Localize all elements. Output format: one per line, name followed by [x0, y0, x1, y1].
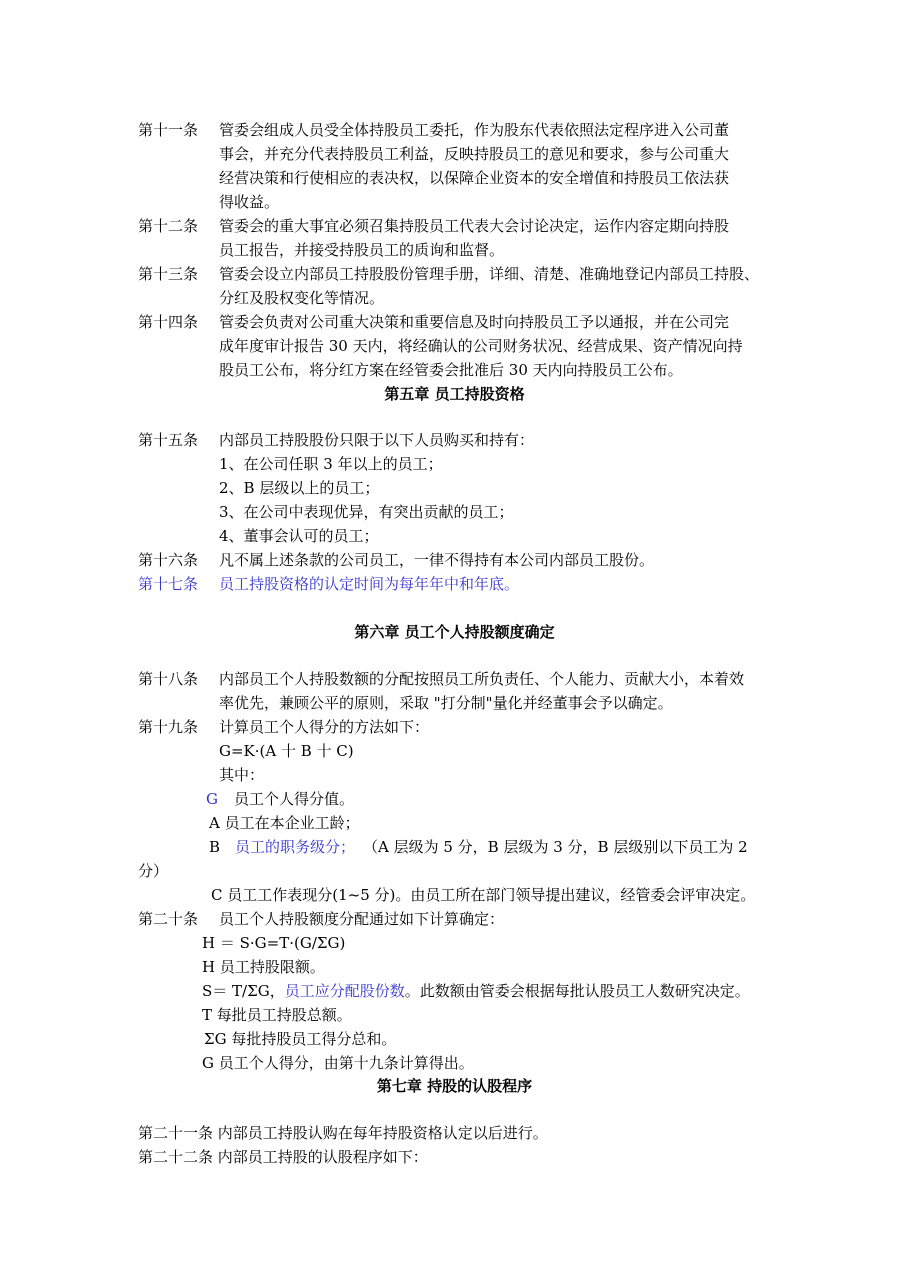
- article-17-number: 第十七条: [138, 575, 199, 593]
- article-20-h-definition: H 员工持股限额。: [202, 958, 325, 976]
- variable-b-job-grade-link[interactable]: 员工的职务级分；: [235, 838, 356, 856]
- article-18-number: 第十八条: [138, 670, 199, 688]
- article-16-number: 第十六条: [138, 551, 199, 569]
- article-19-number: 第十九条: [138, 718, 199, 736]
- variable-b-symbol: B: [209, 838, 221, 856]
- article-12-line-2: 员工报告，并接受持股员工的质询和监督。: [219, 241, 505, 259]
- article-13-number: 第十三条: [138, 265, 199, 283]
- article-15-item-4: 4、董事会认可的员工；: [219, 527, 379, 545]
- variable-g-description: 员工个人得分值。: [234, 790, 355, 808]
- article-20-line-1: 员工个人持股额度分配通过如下计算确定：: [219, 910, 505, 928]
- article-22: 第二十二条 内部员工持股的认股程序如下：: [138, 1148, 428, 1166]
- shares-allocation-link[interactable]: 员工应分配股份数: [284, 982, 405, 1000]
- article-11-line-1: 管委会组成人员受全体持股员工委托，作为股东代表依照法定程序进入公司董: [219, 121, 730, 139]
- article-14-line-2: 成年度审计报告 30 天内，将经确认的公司财务状况、经营成果、资产情况向持: [219, 337, 743, 355]
- article-11-line-3: 经营决策和行使相应的表决权，以保障企业资本的安全增值和持股员工依法获: [219, 169, 730, 187]
- article-15-item-3: 3、在公司中表现优异，有突出贡献的员工；: [219, 503, 514, 521]
- chapter-6-heading: 第六章 员工个人持股额度确定: [354, 623, 555, 641]
- article-15-item-2: 2、B 层级以上的员工；: [219, 479, 380, 497]
- article-13-line-2: 分红及股权变化等情况。: [219, 289, 385, 307]
- article-17-line-1: 员工持股资格的认定时间为每年年中和年底。: [219, 575, 520, 593]
- article-15-item-1: 1、在公司任职 3 年以上的员工；: [219, 455, 443, 473]
- article-20-g-definition: G 员工个人得分，由第十九条计算得出。: [202, 1054, 474, 1072]
- article-20-t-definition: T 每批员工持股总额。: [202, 1006, 352, 1024]
- variable-a-line: A 员工在本企业工龄；: [209, 814, 360, 832]
- article-16-line-1: 凡不属上述条款的公司员工，一律不得持有本公司内部员工股份。: [219, 551, 655, 569]
- article-20-number: 第二十条: [138, 910, 199, 928]
- article-19-among: 其中：: [219, 766, 265, 784]
- article-20-formula-h: H ＝ S·G=T·(G/ΣG): [202, 934, 346, 952]
- s-formula: S＝ T/ΣG，: [202, 982, 285, 1000]
- article-14-number: 第十四条: [138, 313, 199, 331]
- chapter-5-heading: 第五章 员工持股资格: [384, 385, 525, 403]
- article-20-sigma-g-definition: ΣG 每批持股员工得分总和。: [204, 1030, 397, 1048]
- variable-b-description: （A 层级为 5 分，B 层级为 3 分，B 层级别以下员工为 2: [363, 838, 748, 856]
- variable-g-symbol: G: [206, 790, 218, 808]
- article-14-line-1: 管委会负责对公司重大决策和重要信息及时向持股员工予以通报，并在公司完: [219, 313, 730, 331]
- article-15-line-1: 内部员工持股股份只限于以下人员购买和持有：: [219, 431, 535, 449]
- article-20-s-definition: [202, 981, 750, 1001]
- article-11-line-2: 事会，并充分代表持股员工利益，反映持股员工的意见和要求，参与公司重大: [219, 145, 730, 163]
- article-12-number: 第十二条: [138, 217, 199, 235]
- variable-c-line: C 员工工作表现分(1~5 分)。由员工所在部门领导提出建议，经管委会评审决定。: [211, 886, 756, 904]
- article-21: 第二十一条 内部员工持股认购在每年持股资格认定以后进行。: [138, 1124, 548, 1142]
- article-18-line-1: 内部员工个人持股数额的分配按照员工所负责任、个人能力、贡献大小，本着效: [219, 670, 745, 688]
- s-formula-note: 。此数额由管委会根据每批认股员工人数研究决定。: [404, 982, 750, 1000]
- variable-b-continuation: 分）: [138, 862, 169, 880]
- article-19-formula: G=K·(A 十 B 十 C): [219, 742, 354, 760]
- article-18-line-2: 率优先，兼顾公平的原则，采取 "打分制"量化并经董事会予以确定。: [219, 694, 673, 712]
- article-11-line-4: 得收益。: [219, 193, 280, 211]
- article-11-number: 第十一条: [138, 121, 199, 139]
- article-19-line-1: 计算员工个人得分的方法如下：: [219, 718, 430, 736]
- article-15-number: 第十五条: [138, 431, 199, 449]
- article-13-line-1: 管委会设立内部员工持股股份管理手册，详细、清楚、准确地登记内部员工持股、: [219, 265, 760, 283]
- article-14-line-3: 股员工公布，将分红方案在经管委会批准后 30 天内向持股员工公布。: [219, 361, 683, 379]
- article-12-line-1: 管委会的重大事宜必须召集持股员工代表大会讨论决定，运作内容定期向持股: [219, 217, 730, 235]
- chapter-7-heading: 第七章 持股的认股程序: [376, 1077, 533, 1095]
